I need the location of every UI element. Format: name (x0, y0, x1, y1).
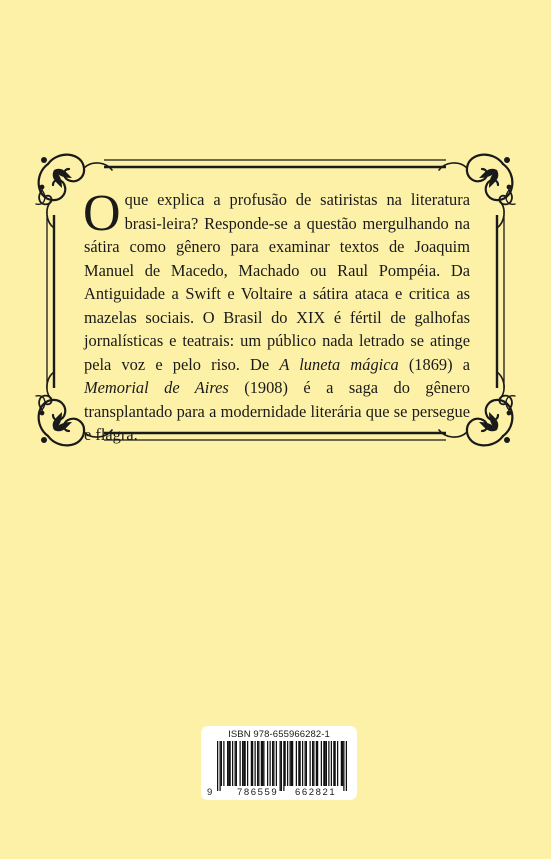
barcode-bar (267, 741, 268, 786)
barcode-digits-right: 662821 (295, 787, 337, 798)
barcode-bar (230, 741, 231, 786)
barcode-bar (281, 741, 282, 791)
barcode-bar (325, 741, 326, 786)
isbn-barcode (201, 726, 357, 800)
barcode-bar (310, 741, 311, 786)
barcode-bar (298, 741, 299, 786)
barcode-bar (335, 741, 336, 786)
barcode-bar (247, 741, 248, 786)
barcode-bar (326, 741, 327, 786)
barcode-bar (270, 741, 271, 786)
barcode-bar (262, 741, 263, 786)
barcode-bar (240, 741, 241, 786)
barcode-bar (337, 741, 338, 786)
barcode-bar (272, 741, 273, 786)
barcode-bar (245, 741, 246, 786)
barcode-digits-left: 786559 (237, 787, 279, 798)
barcode-bar (333, 741, 334, 786)
barcode-bar (232, 741, 233, 786)
barcode-bar (276, 741, 277, 786)
barcode-digit-first: 9 (207, 787, 213, 798)
barcode-bar (273, 741, 274, 786)
barcode-bar (306, 741, 307, 786)
barcode-bar (292, 741, 293, 786)
barcode-bar (227, 741, 228, 786)
barcode-bar (302, 741, 303, 786)
barcode-bar (328, 741, 329, 786)
barcode-bar (235, 741, 236, 786)
barcode-bar (251, 741, 252, 786)
barcode-bar (290, 741, 291, 786)
barcode-bar (321, 741, 322, 786)
blurb-text-1: que explica a profusão de satiristas na literatura brasi-leira? Responde-se a questão mergulhando na sátira como gênero para examinar textos de Joaquim Manuel de Macedo, Machado ou Raul Pompéia. Da Antiguidade a Swift e Voltaire a sátira ataca e critica as mazelas sociais. O Brasil do XIX é fértil de galhofas jornalísticas e teatrais: um público nada letrado se atinge pela voz e pelo riso. De (84, 190, 470, 374)
blurb-text-2: (1869) a (398, 354, 471, 374)
barcode-bar (316, 741, 317, 786)
barcode-bar (257, 741, 258, 786)
drop-cap: O (83, 185, 121, 242)
barcode-bar (258, 741, 259, 786)
barcode-bar (313, 741, 314, 786)
isbn-label: ISBN 978-655966282-1 (228, 729, 330, 740)
blurb-text-3: (1908) é a saga do gênero transplantado para a modernidade literária que se persegue e flagra. (84, 378, 470, 444)
barcode-bar (300, 741, 301, 786)
barcode-bar (285, 741, 286, 786)
barcode-bar (296, 741, 297, 786)
barcode-bar (317, 741, 318, 786)
barcode-bar (220, 741, 221, 791)
barcode-bar (323, 741, 324, 786)
back-cover-blurb (83, 185, 471, 447)
barcode-bar (217, 741, 218, 791)
barcode-bar (305, 741, 306, 786)
barcode-bar (261, 741, 262, 786)
barcode-bar (291, 741, 292, 786)
barcode-bar (243, 741, 244, 786)
barcode-bar (343, 741, 344, 791)
barcode-bar (221, 741, 222, 786)
barcode-bar (331, 741, 332, 786)
barcode-bar (223, 741, 224, 786)
barcode-bar (283, 741, 284, 791)
barcode-bar (242, 741, 243, 786)
barcode-bar (255, 741, 256, 786)
barcode-bar (228, 741, 229, 786)
barcode-bar (263, 741, 264, 786)
book-title-memorial: Memorial de Aires (84, 378, 229, 397)
barcode-bar (341, 741, 342, 786)
barcode-bar (280, 741, 281, 791)
book-title-luneta: A luneta mágica (279, 354, 399, 374)
barcode-bar (346, 741, 347, 791)
barcode-bar (252, 741, 253, 786)
barcode-bar (342, 741, 343, 786)
barcode-bar (312, 741, 313, 786)
barcode-bar (287, 741, 288, 786)
barcode-bar (236, 741, 237, 786)
